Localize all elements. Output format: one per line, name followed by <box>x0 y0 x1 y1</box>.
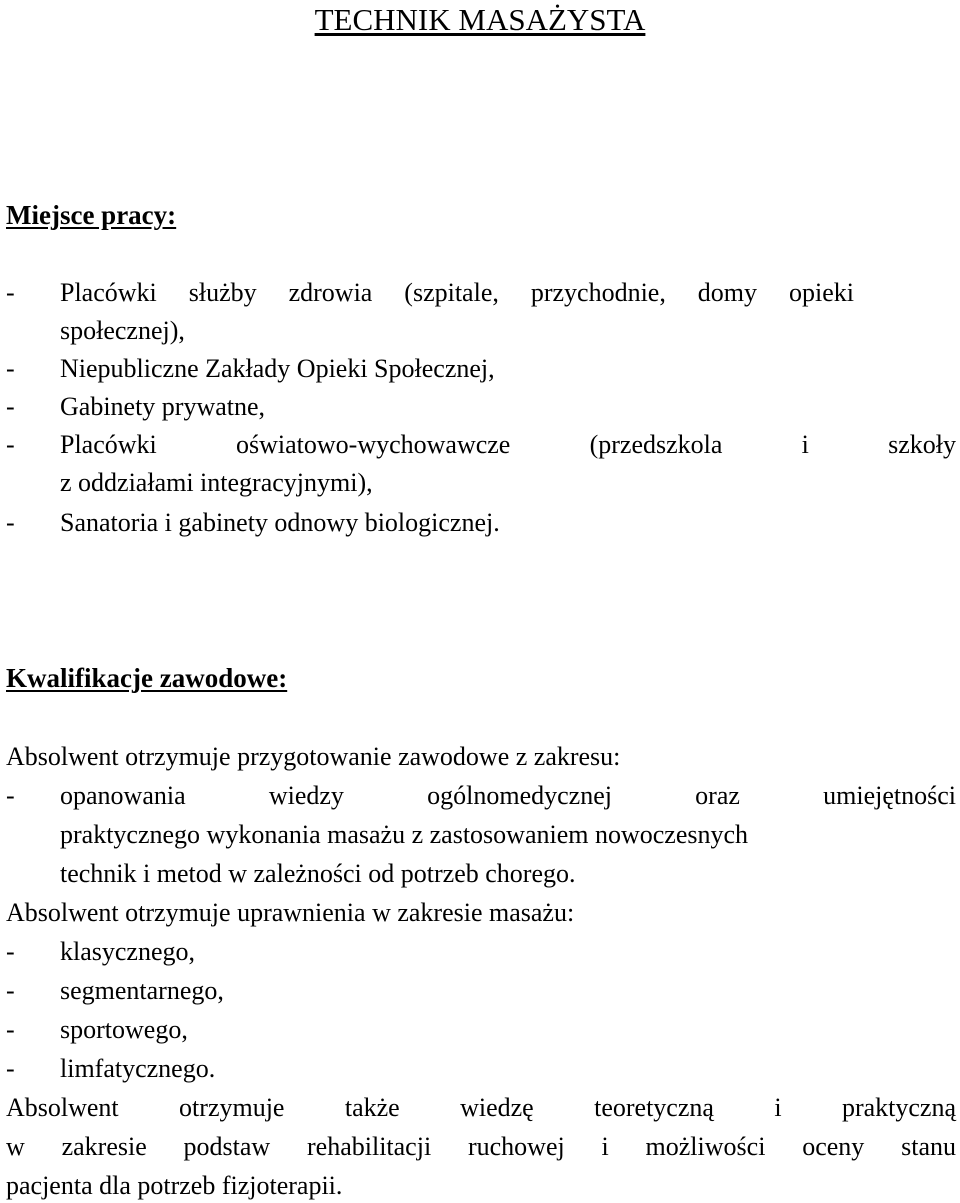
massage-item-2: segmentarnego, <box>60 976 224 1005</box>
qualifications-item-1-line-1: opanowania wiedzy ogólnomedycznej oraz umiejętności <box>60 781 956 810</box>
list-bullet: - <box>6 430 15 459</box>
list-bullet: - <box>6 278 15 307</box>
workplace-item-4-line-2: z oddziałami integracyjnymi), <box>60 468 373 497</box>
qualifications-item-1-line-3: technik i metod w zależności od potrzeb chorego. <box>60 859 576 888</box>
workplace-item-1-line-2: społecznej), <box>60 316 185 345</box>
massage-intro: Absolwent otrzymuje uprawnienia w zakresie masażu: <box>6 898 575 927</box>
list-bullet: - <box>6 937 15 966</box>
qualifications-intro: Absolwent otrzymuje przygotowanie zawodowe z zakresu: <box>6 742 621 771</box>
section-heading-qualifications: Kwalifikacje zawodowe: <box>6 663 288 693</box>
section-heading-workplace: Miejsce pracy: <box>6 200 177 230</box>
closing-line-1: Absolwent otrzymuje także wiedzę teoretyczną i praktyczną <box>6 1093 956 1122</box>
list-bullet: - <box>6 976 15 1005</box>
list-bullet: - <box>6 508 15 537</box>
list-bullet: - <box>6 392 15 421</box>
workplace-item-2: Niepubliczne Zakłady Opieki Społecznej, <box>60 354 495 383</box>
massage-item-3: sportowego, <box>60 1015 188 1044</box>
closing-line-2: w zakresie podstaw rehabilitacji ruchowej i możliwości oceny stanu <box>6 1132 956 1161</box>
workplace-item-5: Sanatoria i gabinety odnowy biologicznej. <box>60 508 500 537</box>
massage-item-4: limfatycznego. <box>60 1054 216 1083</box>
list-bullet: - <box>6 354 15 383</box>
closing-line-3: pacjenta dla potrzeb fizjoterapii. <box>6 1171 343 1200</box>
list-bullet: - <box>6 1054 15 1083</box>
list-bullet: - <box>6 781 15 810</box>
massage-item-1: klasycznego, <box>60 937 196 966</box>
workplace-item-1-line-1: Placówki służby zdrowia (szpitale, przychodnie, domy opieki <box>60 278 854 307</box>
workplace-item-3: Gabinety prywatne, <box>60 392 266 421</box>
list-bullet: - <box>6 1015 15 1044</box>
document-title: TECHNIK MASAŻYSTA <box>314 2 646 37</box>
workplace-item-4-line-1: Placówki oświatowo-wychowawcze (przedszkola i szkoły <box>60 430 956 459</box>
qualifications-item-1-line-2: praktycznego wykonania masażu z zastosowaniem nowoczesnych <box>60 820 749 849</box>
